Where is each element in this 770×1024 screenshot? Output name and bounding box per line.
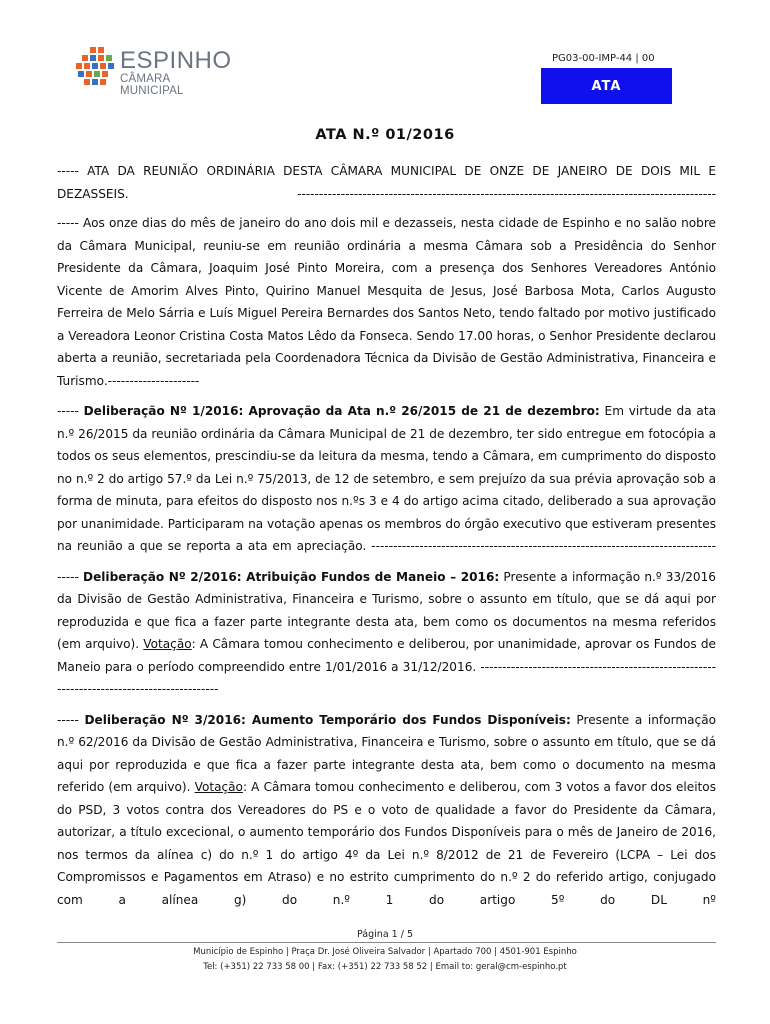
paragraph-heading: ----- ATA DA REUNIÃO ORDINÁRIA DESTA CÂMARA MUNICIPAL DE ONZE DE JANEIRO DE DOIS MIL E DEZASSEIS. ------------------------------------------------------------------------------------------------ xyxy=(57,164,716,201)
votacao-label: Votação xyxy=(143,637,192,651)
deliberation-3-title: Deliberação Nº 3/2016: Aumento Temporário dos Fundos Disponíveis: xyxy=(84,712,571,727)
deliberation-2-text: Presente a informação n.º 33/2016 da Divisão de Gestão Administrativa, Financeira e Turismo, sobre o assunto em título, que se dá aqui por reproduzida e que fica a fazer parte integrante desta ata, bem como os documentos na mesma referidos (em arquivo). xyxy=(57,569,716,651)
deliberation-3-vote-text: : A Câmara tomou conhecimento e deliberou, com 3 votos a favor dos eleitos do PSD, 3 votos contra dos Vereadores do PS e o voto de qualidade a favor do Presidente da Câmara, autorizar, a título excecional, o aumento temporário dos Fundos Disponíveis para o mês de Janeiro de 2016, nos termos da alínea c) do n.º 1 do artigo 4º da Lei n.º 8/2012 de 21 de Fevereiro (LCPA – Lei dos Compromissos e Pagamentos em Atraso) e no estrito cumprimento do n.º 2 do referido artigo, conjugado com a alínea g) do n.º 1 do artigo 5º do DL nº xyxy=(57,780,716,907)
deliberation-3-text: Presente a informação n.º 62/2016 da Divisão de Gestão Administrativa, Financeira e Turismo, sobre o assunto em título, que se dá aqui por reproduzida e que fica a fazer parte integrante desta ata, bem como o documento na mesma referido (em arquivo). xyxy=(57,712,716,794)
espinho-logo xyxy=(76,45,236,97)
footer-contacts: Tel: (+351) 22 733 58 00 | Fax: (+351) 22 733 58 52 | Email to: geral@cm-espinho.pt xyxy=(203,962,567,972)
dash-prefix: ----- xyxy=(57,404,84,418)
paragraph-deliberation-2 xyxy=(57,566,716,701)
paragraph-opening: ----- Aos onze dias do mês de janeiro do ano dois mil e dezasseis, nesta cidade de Espinho e no salão nobre da Câmara Municipal, reuniu-se em reunião ordinária a mesma Câmara sob a Presidência do Senhor Presidente da Câmara, Joaquim José Pinto Moreira, com a presença dos Senhores Vereadores António Vicente de Amorim Alves Pinto, Quirino Manuel Mesquita de Jesus, José Barbosa Mota, Carlos Augusto Ferreira de Melo Sárria e Luís Miguel Pereira Bernardes dos Santos Neto, tendo faltado por motivo justificado a Vereadora Leonor Cristina Costa Matos Lêdo da Fonseca. Sendo 17.00 horas, o Senhor Presidente declarou aberta a reunião, secretariada pela Coordenadora Técnica da Divisão de Gestão Administrativa, Financeira e Turismo.--------------------- xyxy=(57,216,716,388)
logo-name: ESPINHO xyxy=(120,47,232,74)
document-code: PG03-00-IMP-44 | 00 xyxy=(552,53,655,64)
document-body xyxy=(57,160,716,919)
logo-mark-icon xyxy=(76,47,114,87)
dash-prefix: ----- xyxy=(57,712,85,727)
deliberation-1-title: Deliberação Nº 1/2016: Aprovação da Ata n.º 26/2015 de 21 de dezembro: xyxy=(83,404,600,418)
deliberation-2-title: Deliberação Nº 2/2016: Atribuição Fundos de Maneio – 2016: xyxy=(83,569,500,584)
logo-subtitle: CÂMARA MUNICIPAL xyxy=(120,73,184,97)
votacao-label: Votação xyxy=(194,780,243,794)
page-number: Página 1 / 5 xyxy=(357,929,413,940)
paragraph-deliberation-3 xyxy=(57,709,716,912)
paragraph-deliberation-1 xyxy=(57,400,716,558)
ata-badge: ATA xyxy=(541,68,672,104)
deliberation-1-text: Em virtude da ata n.º 26/2015 da reunião ordinária da Câmara Municipal de 21 de dezembro, ter sido entregue em fotocópia a todos os seus elementos, prescindiu-se da leitura da mesma, tendo a Câmara, em cumprimento do disposto no n.º 2 do artigo 57.º da Lei n.º 75/2013, de 12 de setembro, e sem prejuízo da sua prévia aprovação sob a forma de minuta, para efeitos do disposto nos n.ºs 3 e 4 do artigo acima citado, deliberado a sua aprovação por unanimidade. Participaram na votação apenas os membros do órgão executivo que estiveram presentes na reunião a que se reporta a ata em apreciação. ------------------------------------------------------------------------------- xyxy=(57,404,716,553)
page-title: ATA N.º 01/2016 xyxy=(315,127,455,143)
deliberation-2-vote-text: : A Câmara tomou conhecimento e deliberou, por unanimidade, aprovar os Fundos de Maneio para o período compreendido entre 1/01/2016 a 31/12/2016. ------------------------------------------------------------------------------------------- xyxy=(57,637,716,696)
dash-prefix: ----- xyxy=(57,569,84,584)
footer-divider xyxy=(57,942,716,943)
footer-address: Município de Espinho | Praça Dr. José Oliveira Salvador | Apartado 700 | 4501-901 Espinho xyxy=(193,947,577,957)
